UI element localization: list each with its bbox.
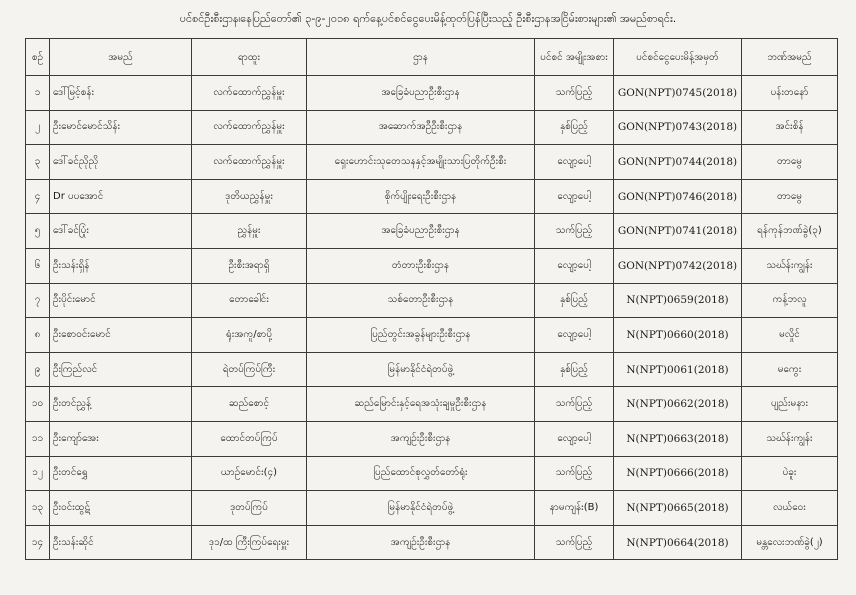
position-cell: လက်ထောက်ညွှန်မှူး xyxy=(192,76,307,111)
serial-cell: ၂ xyxy=(26,110,50,145)
name-cell: ဦးတင်ညွှန့် xyxy=(50,387,192,422)
table-row xyxy=(26,179,838,214)
serial-cell: ၄ xyxy=(26,179,50,214)
name-cell: ဦးကျော်အေး xyxy=(50,421,192,456)
order-number-cell: GON(NPT)0741(2018) xyxy=(614,214,742,249)
serial-cell: ၃ xyxy=(26,145,50,180)
position-cell: ရုံးအကူ/စာပို့ xyxy=(192,318,307,353)
serial-cell: ၁၄ xyxy=(26,525,50,560)
pension-type-cell: သက်ပြည့် xyxy=(535,76,614,111)
order-number-cell: GON(NPT)0743(2018) xyxy=(614,110,742,145)
bank-cell: တာမွေ xyxy=(742,145,838,180)
order-number-cell: GON(NPT)0745(2018) xyxy=(614,76,742,111)
order-number-cell: N(NPT)0664(2018) xyxy=(614,525,742,560)
position-cell: ဒုတိယညွှန်မှူး xyxy=(192,179,307,214)
name-cell: ဦးတင်ရွှေ xyxy=(50,456,192,491)
header-pension-type: ပင်စင် အမျိုးအစား xyxy=(535,39,614,76)
bank-cell: ရန်ကုန်ဘဏ်ခွဲ(၃) xyxy=(742,214,838,249)
pension-type-cell: လျော့ပေါ့ xyxy=(535,421,614,456)
position-cell: လက်ထောက်ညွှန်မှူး xyxy=(192,110,307,145)
pension-table xyxy=(25,38,838,560)
serial-cell: ၈ xyxy=(26,318,50,353)
header-name: အမည် xyxy=(50,39,192,76)
position-cell: ဦးစီးအရာရှိ xyxy=(192,248,307,283)
table-row xyxy=(26,387,838,422)
table-row xyxy=(26,145,838,180)
bank-cell: မကွေး xyxy=(742,352,838,387)
name-cell: ဦးမောင်မောင်သိန်း xyxy=(50,110,192,145)
name-cell: ဒေါ်မြင့်စန်း xyxy=(50,76,192,111)
name-cell: ဦးသန်းရှိန် xyxy=(50,248,192,283)
table-row xyxy=(26,214,838,249)
department-cell: အဆောက်အဦဦးစီးဌာန xyxy=(307,110,535,145)
pension-type-cell: လျော့ပေါ့ xyxy=(535,318,614,353)
serial-cell: ၆ xyxy=(26,248,50,283)
header-row xyxy=(26,39,838,76)
serial-cell: ၁၃ xyxy=(26,491,50,526)
header-position: ရာထူး xyxy=(192,39,307,76)
name-cell: ဦးကြည်လင် xyxy=(50,352,192,387)
position-cell: ထောင်တပ်ကြပ် xyxy=(192,421,307,456)
bank-cell: သဃ်န်းကျွန်း xyxy=(742,248,838,283)
pension-type-cell: လျော့ပေါ့ xyxy=(535,248,614,283)
table-row xyxy=(26,491,838,526)
bank-cell: ပျည်းမနား xyxy=(742,387,838,422)
position-cell: ညွှန်မှူး xyxy=(192,214,307,249)
department-cell: ပြည်တွင်းအခွန်များဦးစီးဌာန xyxy=(307,318,535,353)
position-cell: ဆည်စောင့် xyxy=(192,387,307,422)
department-cell: အခြေခံပညာဦးစီးဌာန xyxy=(307,214,535,249)
bank-cell: မန္တလေးဘဏ်ခွဲ(၂) xyxy=(742,525,838,560)
pension-type-cell: လျော့ပေါ့ xyxy=(535,145,614,180)
pension-type-cell: လျော့ပေါ့ xyxy=(535,179,614,214)
name-cell: ဒေါ်ခင်ပြုံး xyxy=(50,214,192,249)
department-cell: အကျဉ်းဦးစီးဌာန xyxy=(307,525,535,560)
position-cell: လက်ထောက်ညွှန်မှူး xyxy=(192,145,307,180)
order-number-cell: GON(NPT)0742(2018) xyxy=(614,248,742,283)
department-cell: ရှေးဟောင်းသုတေသနနှင့်အမျိုးသားပြတိုက်ဦးစီး xyxy=(307,145,535,180)
pension-type-cell: သက်ပြည့် xyxy=(535,214,614,249)
department-cell: မြန်မာနိုင်ငံရဲတပ်ဖွဲ့ xyxy=(307,352,535,387)
order-number-cell: GON(NPT)0744(2018) xyxy=(614,145,742,180)
pension-type-cell: သက်ပြည့် xyxy=(535,525,614,560)
table-row xyxy=(26,110,838,145)
name-cell: ဦးသန်းဆိုင် xyxy=(50,525,192,560)
table-row xyxy=(26,352,838,387)
bank-cell: တာမွေ xyxy=(742,179,838,214)
pension-type-cell: နှစ်ပြည့် xyxy=(535,110,614,145)
order-number-cell: N(NPT)0663(2018) xyxy=(614,421,742,456)
department-cell: အခြေခံပညာဦးစီးဌာန xyxy=(307,76,535,111)
position-cell: ဒုတပ်ကြပ် xyxy=(192,491,307,526)
pension-type-cell: နာမကျန်း(B) xyxy=(535,491,614,526)
department-cell: စိုက်ပျိုးရေးဦးစီးဌာန xyxy=(307,179,535,214)
header-pension-order-no: ပင်စင်ငွေပေးမိန့်အမှတ် xyxy=(614,39,742,76)
serial-cell: ၉ xyxy=(26,352,50,387)
pension-type-cell: နှစ်ပြည့် xyxy=(535,283,614,318)
bank-cell: ပဲခူး xyxy=(742,456,838,491)
serial-cell: ၅ xyxy=(26,214,50,249)
order-number-cell: N(NPT)0662(2018) xyxy=(614,387,742,422)
position-cell: ယာဉ်မောင်း(၄) xyxy=(192,456,307,491)
order-number-cell: N(NPT)0665(2018) xyxy=(614,491,742,526)
bank-cell: လယ်ဝေး xyxy=(742,491,838,526)
order-number-cell: GON(NPT)0746(2018) xyxy=(614,179,742,214)
position-cell: ရဲတပ်ကြပ်ကြီး xyxy=(192,352,307,387)
name-cell: ဦးစောဝင်းမောင် xyxy=(50,318,192,353)
table-row xyxy=(26,248,838,283)
department-cell: ဆည်မြောင်းနှင့်ရေအသုံးချမှုဦးစီးဌာန xyxy=(307,387,535,422)
department-cell: ပြည်ထောင်စုလွှတ်တော်ရုံး xyxy=(307,456,535,491)
name-cell: Dr ပပအောင် xyxy=(50,179,192,214)
name-cell: ဒေါ်ခင်ညိုညို xyxy=(50,145,192,180)
pension-type-cell: သက်ပြည့် xyxy=(535,456,614,491)
table-row xyxy=(26,76,838,111)
bank-cell: အင်းစိန် xyxy=(742,110,838,145)
header-bank: ဘဏ်အမည် xyxy=(742,39,838,76)
serial-cell: ၁ xyxy=(26,76,50,111)
bank-cell: ကန့်ဘလူ xyxy=(742,283,838,318)
bank-cell: သဃ်န်းကျွန်း xyxy=(742,421,838,456)
order-number-cell: N(NPT)0061(2018) xyxy=(614,352,742,387)
table-row xyxy=(26,456,838,491)
bank-cell: မလှိုင် xyxy=(742,318,838,353)
table-row xyxy=(26,525,838,560)
document-title: ပင်စင်ဦးစီးဌာန၊နေပြည်တော်၏ ၃-၉-၂၀၁၈ ရက်နေ့ပင်စင်ငွေပေးမိန့်ထုတ်ပြန်ပြီးသည့် ဦးစီးဌာနအငြိမ်းစားများ၏ အမည်စာရင်း. xyxy=(179,12,677,25)
order-number-cell: N(NPT)0666(2018) xyxy=(614,456,742,491)
name-cell: ဦးဝင်းထွဋ် xyxy=(50,491,192,526)
order-number-cell: N(NPT)0660(2018) xyxy=(614,318,742,353)
serial-cell: ၁၁ xyxy=(26,421,50,456)
header-department: ဌာန xyxy=(307,39,535,76)
pension-type-cell: သက်ပြည့် xyxy=(535,387,614,422)
department-cell: သစ်တောဦးစီးဌာန xyxy=(307,283,535,318)
table-row xyxy=(26,421,838,456)
department-cell: မြန်မာနိုင်ငံရဲတပ်ဖွဲ့ xyxy=(307,491,535,526)
order-number-cell: N(NPT)0659(2018) xyxy=(614,283,742,318)
position-cell: တောခေါင်း xyxy=(192,283,307,318)
serial-cell: ၁၀ xyxy=(26,387,50,422)
department-cell: တံတားဦးစီးဌာန xyxy=(307,248,535,283)
header-serial: စဉ် xyxy=(26,39,50,76)
name-cell: ဦးပိုင်းမောင် xyxy=(50,283,192,318)
table-row xyxy=(26,283,838,318)
bank-cell: ပန်းတနော် xyxy=(742,76,838,111)
serial-cell: ၇ xyxy=(26,283,50,318)
department-cell: အကျဉ်းဦးစီးဌာန xyxy=(307,421,535,456)
pension-type-cell: နှစ်ပြည့် xyxy=(535,352,614,387)
position-cell: ဒု၁/ထ ကြီးကြပ်ရေးမှူး xyxy=(192,525,307,560)
table-row xyxy=(26,318,838,353)
serial-cell: ၁၂ xyxy=(26,456,50,491)
